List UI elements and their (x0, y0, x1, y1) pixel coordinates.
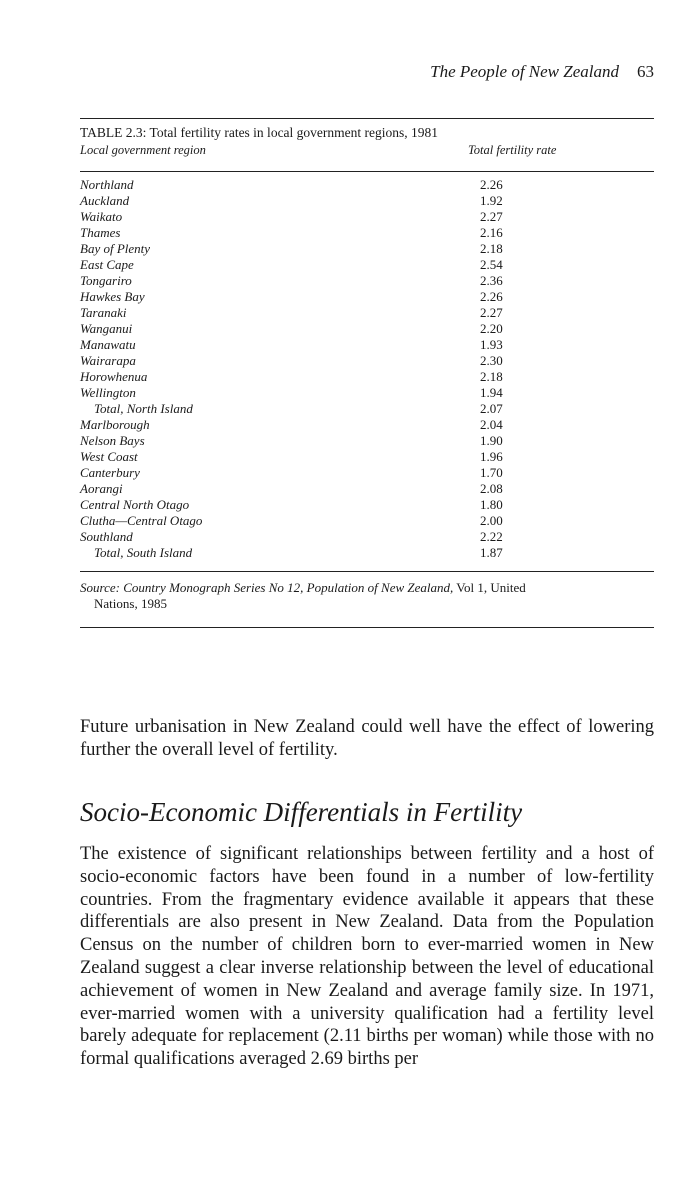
source-title: Country Monograph Series No 12, Population of New Zealand, (123, 580, 454, 595)
table-top-rule (80, 118, 654, 119)
table-row (80, 193, 654, 209)
table-row (80, 353, 654, 369)
column-header-rate: Total fertility rate (468, 143, 557, 157)
fertility-rate: 2.08 (480, 481, 503, 496)
paragraph-urbanisation: Future urbanisation in New Zealand could well have the effect of lowering further the overall level of fertility. (80, 717, 654, 760)
table-row (80, 417, 654, 433)
region-name: Hawkes Bay (80, 289, 145, 304)
table-bottom-rule (80, 571, 654, 572)
table-row (80, 305, 654, 321)
table-row (80, 433, 654, 449)
fertility-rate: 2.20 (480, 321, 503, 336)
source-rule (80, 627, 654, 628)
fertility-rate: 2.26 (480, 289, 503, 304)
region-name: Manawatu (80, 337, 136, 352)
fertility-rate: 2.04 (480, 417, 503, 432)
region-name: Wanganui (80, 321, 133, 336)
fertility-rate: 2.16 (480, 225, 503, 240)
table-row (80, 449, 654, 465)
fertility-rate: 2.18 (480, 241, 503, 256)
region-name: Nelson Bays (80, 433, 145, 448)
region-name: Northland (80, 177, 134, 192)
running-head-title: The People of New Zealand (430, 62, 619, 81)
table-row (80, 513, 654, 529)
table-column-headers (80, 143, 654, 158)
region-name: Southland (80, 529, 133, 544)
fertility-rate: 2.00 (480, 513, 503, 528)
table-row (80, 177, 654, 193)
region-name: Horowhenua (80, 369, 148, 384)
table-row (80, 401, 654, 417)
region-name: Wellington (80, 385, 136, 400)
region-name: Central North Otago (80, 497, 190, 512)
fertility-rate: 1.93 (480, 337, 503, 352)
table-row (80, 385, 654, 401)
fertility-rate: 2.27 (480, 209, 503, 224)
table-row (80, 497, 654, 513)
fertility-rate: 2.22 (480, 529, 503, 544)
table-row (80, 209, 654, 225)
fertility-rate: 2.18 (480, 369, 503, 384)
running-head (430, 62, 654, 82)
table-header-rule (80, 171, 654, 172)
paragraph-differentials: The existence of significant relationships between fertility and a host of socio-economic factors have been found in a number of low-fertility countries. From the fragmentary evidence available it appears that these differentials are also present in New Zealand. Data from the Population Census on the number of children born to ever-married women in New Zealand suggest a clear inverse relationship between the level of educational achievement of women in New Zealand and average family size. In 1971, ever-married women with a university qualification had a fertility level barely adequate for replacement (2.11 births per woman) while those with no formal qualifications averaged 2.69 births per (80, 844, 654, 1070)
region-name: Aorangi (80, 481, 123, 496)
fertility-rate: 1.80 (480, 497, 503, 512)
table-row (80, 273, 654, 289)
table-row (80, 289, 654, 305)
region-name: Total, South Island (94, 545, 193, 560)
table-caption: TABLE 2.3: Total fertility rates in local government regions, 1981 (80, 125, 439, 140)
fertility-table (80, 118, 654, 628)
table-row (80, 337, 654, 353)
table-row (80, 257, 654, 273)
fertility-rate: 2.30 (480, 353, 503, 368)
table-row (80, 225, 654, 241)
fertility-rate: 1.90 (480, 433, 503, 448)
region-name: Canterbury (80, 465, 140, 480)
region-name: West Coast (80, 449, 138, 464)
region-name: Auckland (80, 193, 130, 208)
region-name: East Cape (80, 257, 134, 272)
table-source (80, 580, 654, 612)
fertility-rate: 1.94 (480, 385, 503, 400)
table-body (80, 177, 654, 561)
section-heading: Socio-Economic Differentials in Fertility (80, 797, 523, 827)
region-name: Wairarapa (80, 353, 136, 368)
column-header-region: Local government region (80, 143, 206, 157)
region-name: Marlborough (80, 417, 150, 432)
fertility-rate: 1.96 (480, 449, 503, 464)
source-label: Source: (80, 580, 120, 595)
region-name: Total, North Island (94, 401, 193, 416)
page-number: 63 (637, 62, 654, 81)
table-row (80, 545, 654, 561)
table-row (80, 481, 654, 497)
table-row (80, 241, 654, 257)
fertility-rate: 2.36 (480, 273, 503, 288)
table-row (80, 321, 654, 337)
region-name: Bay of Plenty (80, 241, 151, 256)
region-name: Thames (80, 225, 121, 240)
region-name: Taranaki (80, 305, 127, 320)
fertility-rate: 2.07 (480, 401, 503, 416)
region-name: Tongariro (80, 273, 132, 288)
table-row (80, 369, 654, 385)
fertility-rate: 1.70 (480, 465, 503, 480)
region-name: Clutha—Central Otago (80, 513, 203, 528)
fertility-rate: 2.27 (480, 305, 503, 320)
region-name: Waikato (80, 209, 123, 224)
fertility-rate: 2.26 (480, 177, 503, 192)
source-rest: Vol 1, United (456, 580, 526, 595)
table-row (80, 465, 654, 481)
fertility-rate: 2.54 (480, 257, 503, 272)
fertility-rate: 1.92 (480, 193, 503, 208)
fertility-rate: 1.87 (480, 545, 503, 560)
table-row (80, 529, 654, 545)
source-line-2: Nations, 1985 (94, 596, 167, 611)
